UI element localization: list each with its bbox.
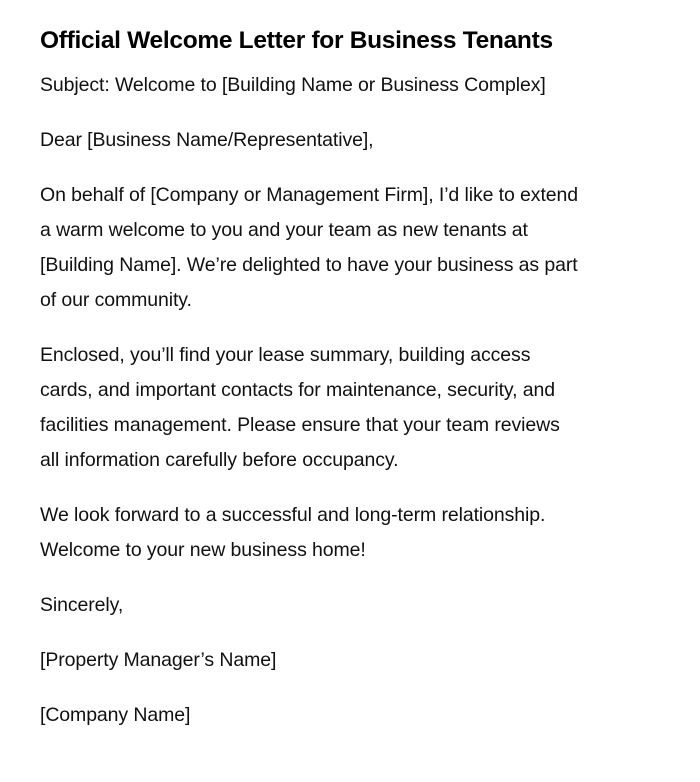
body-paragraph-closing-remarks [40,498,660,568]
paragraph-line: of our community. [40,289,192,311]
paragraph-line: [Building Name]. We’re delighted to have your business as part [40,254,578,276]
letter-subject: Subject: Welcome to [Building Name or Business Complex] [40,74,546,96]
signature-name: [Property Manager’s Name] [40,649,277,671]
paragraph-line: On behalf of [Company or Management Firm], I’d like to extend [40,184,578,206]
signature-company: [Company Name] [40,704,191,726]
paragraph-line: all information carefully before occupancy. [40,449,399,471]
paragraph-line: Enclosed, you’ll find your lease summary, building access [40,344,531,366]
letter-title: Official Welcome Letter for Business Tenants [40,27,553,54]
paragraph-line: Welcome to your new business home! [40,539,366,561]
letter-closing: Sincerely, [40,594,124,616]
body-paragraph-intro [40,178,660,318]
body-paragraph-enclosures [40,338,660,478]
paragraph-line: We look forward to a successful and long-term relationship. [40,504,546,526]
paragraph-line: a warm welcome to you and your team as new tenants at [40,219,528,241]
paragraph-line: facilities management. Please ensure that your team reviews [40,414,560,436]
paragraph-line: cards, and important contacts for maintenance, security, and [40,379,555,401]
letter-salutation: Dear [Business Name/Representative], [40,129,374,151]
